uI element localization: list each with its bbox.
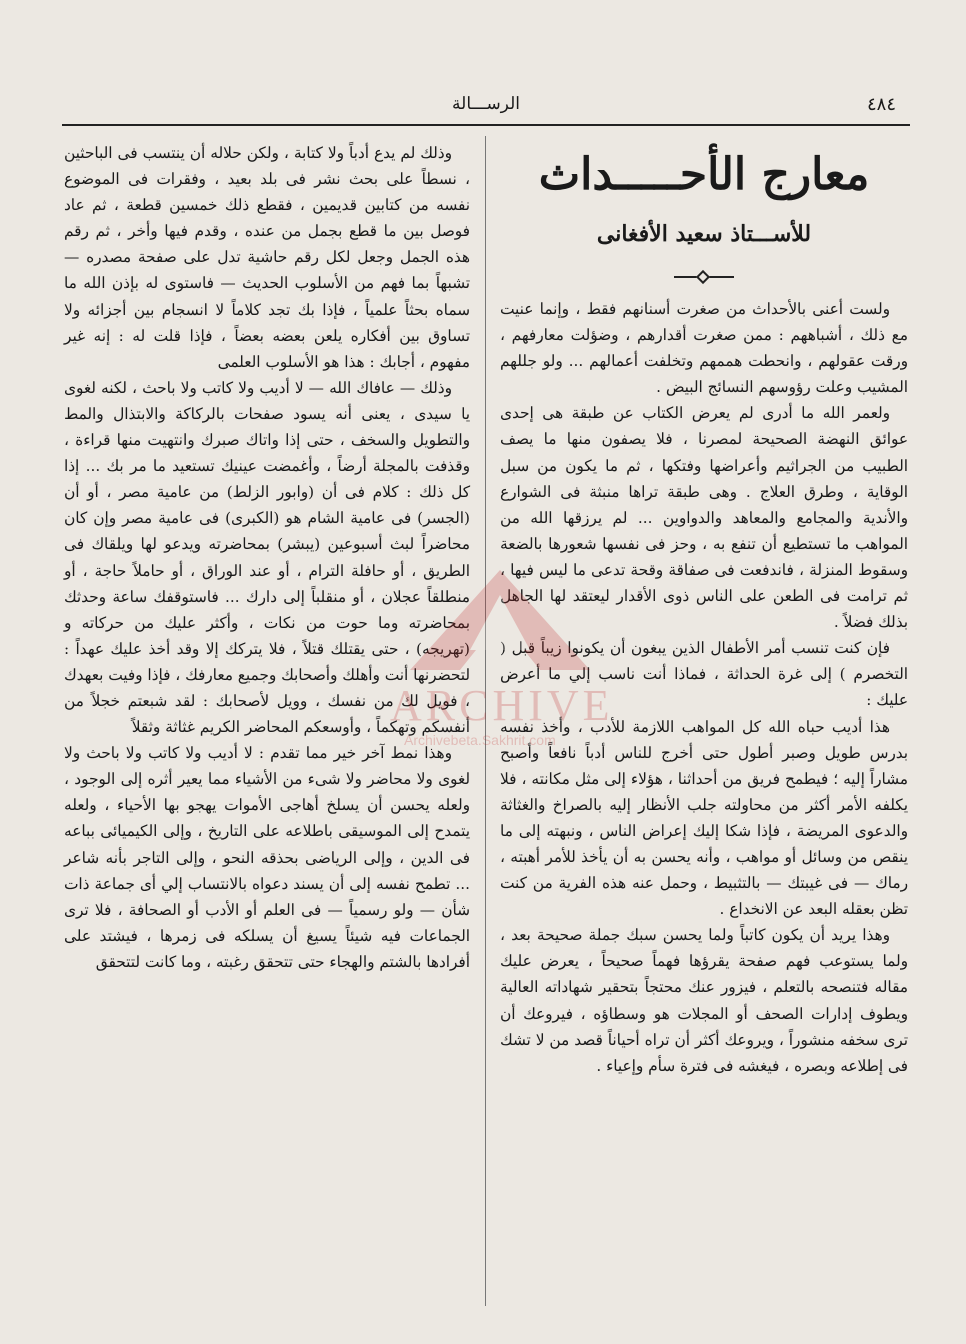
paragraph: وهذا نمط آخر خير مما تقدم : لا أديب ولا كاتب ولا باحث ولا لغوى ولا محاضر ولا شىء من الأشياء مما يعير أثره إلى الوجود ، ولعله يحسن أن يسلخ أهاجى الأموات يهجو بها الأحياء ، ولعله يتمدح إلى الموسيقى باطلاعه على التاريخ ، وإلى الكيميائى بباعه فى الدين ، وإلى الرياضى بحذقه النحو ، وإلى التاجر بأنه شاعر ... تطمح نفسه إلى أن يسند دعواه بالانتساب إلي أى جماعة ذات شأن — ولو رسمياً — فى العلم أو الأدب أو الصحافة ، فلا ترى الجماعات فيه شيئاً يسيغ أن يسلكه فى زمرها ، فيشتد على أفرادها بالشتم والهجاء حتى تتحقق رغبته ، وما كانت لتتحقق bbox=[64, 744, 470, 971]
paragraph: فإن كنت تنسب أمر الأطفال الذين يبغون أن يكونوا زيباً قبل ( التخصرم ) إلى غرة الحداثة ، فماذا أنت ناسب إلي ما أعرض عليك : bbox=[500, 639, 908, 710]
article-author: للأســـتاذ سعيد الأفغانى bbox=[596, 221, 812, 247]
magazine-name: الرســـالة bbox=[452, 94, 520, 114]
paragraph: ولعمر الله ما أدرى لم يعرض الكتاب عن طبقة هى إحدى عوائق النهضة الصحيحة لمصرنا ، فلا يصفون منها ما يصف الطبيب من الجراثيم وأعراضها وفتكها ، ثم ما يكون من سبل الوقاية ، وطرق العلاج . وهى طبقة تراها منبثة فى الشوارع والأندية والمجامع والمعاهد والدواوين ... لم يرزقها الله من المواهب ما تستطيع أن تنفع به ، وحز فى نفسها شعورها بالضعة وسقوط المنزلة ، فاندفعت فى صفاقة وقحة تدعى ما ليس فيها ، ثم ترامت فى الطعن على الناس ذوى الأقدار ليعتقد لها الجاهل بذلك فضلاً . bbox=[500, 404, 908, 632]
paragraph: وهذا يريد أن يكون كاتباً ولما يحسن سبك جملة صحيحة بعد ، ولما يستوعب فهم صفحة يقرؤها فهماً صحيحاً ، يعرض عليك مقاله فتنصحه بالتعلم ، فيزور عنك محتجاً بتحقير شهاداته العالية ويطوف إدارات الصحف أو المجلات هو وسطاؤه ، فيروعك أن ترى سخفه منشوراً ، ويروعك أكثر أن تراه أحياناً قصد من لا تشك فى إطلاعه وبصره ، فيغشه فى فترة سأم وإعياء . bbox=[500, 926, 908, 1075]
right-column bbox=[500, 296, 908, 1079]
watermark-label: ARCHIVE bbox=[390, 681, 614, 730]
article-title: معارج الأحـــــداث bbox=[538, 149, 870, 200]
page-header bbox=[62, 92, 910, 126]
paragraph: هذا أديب حباه الله كل المواهب اللازمة للأدب ، وأخذ نفسه بدرس طويل وصبر أطول حتى أخرج للناس أدباً نافعاً وأصبح مشاراً إليه ؛ فيطمح فريق من أحداثنا ، هؤلاء إلى مثل مكانته ، فلا يكلفه الأمر أكثر من محاولته جلب الأنظار إليه بالصراخ والغثاثة والدعوى المريضة ، فإذا شكا إليك إعراض الناس ، ونبهته إلى ما ينقص من وسائل أو مواهب ، وأنه يحسن به أن يأخذ للأمر أهبته ، رماك — فى غيبتك — بالتثبيط ، وحمل عنه هذه الفرية من كنت تظن بعقله البعد عن الانخداع . bbox=[500, 717, 908, 919]
page-number: ٤٨٤ bbox=[866, 94, 896, 115]
article-heading bbox=[500, 140, 908, 282]
watermark-url: Archivebeta.Sakhrit.com bbox=[404, 732, 556, 748]
paragraph: وذلك لم يدع أدباً ولا كتابة ، ولكن حلاله أن ينتسب فى الباحثين ، نسطاً على بحث نشر فى بلد بعيد ، وفقرات فى الموضوع نفسه من كتابين قديمين ، فقطع ذلك خمسين قطعة ، ثم عاد فوصل بين ما قطع بجمل من عنده ، وقدم فيها وأخر ، ثم رقم هذه الجمل وجعل لكل رقم حاشية تدل على صفحة مصدره — تشبهاً بما فهم من الأسلوب الحديث — فاستوى له بإذن الله ما سماه بحثاً علمياً ، فإذا بك تجد كلاماً لا انسجام بين أجزائه ولا تساوق بين أفكاره يلعن بعضه بعضاً ، فإذا قلت له : إنه غير مفهوم ، أجابك : هذا هو الأسلوب العلمى bbox=[64, 144, 470, 371]
column-divider bbox=[485, 136, 486, 1306]
ornament-divider-icon bbox=[674, 272, 734, 282]
left-column bbox=[64, 140, 470, 975]
paragraph: وذلك — عافاك الله — لا أديب ولا كاتب ولا باحث ، لكنه لغوى يا سيدى ، يعنى أنه يسود صفحات بالركاكة والابتذال والمط والتطويل والسخف ، حتى إذا واتاك صبرك وانتهيت منها قراءة ، وقذفت بالمجلة أرضاً ، وأغمضت عينيك تستعيد ما مر بك ... إذا كل ذلك : كلام فى أن (وابور الزلط) من عامية مصر ، أو أن (الجسر) فى عامية الشام هو (الكبرى) فى عامية مصر وإن كان محاضراً لبث أسبوعين (يبشر) بمحاضرته ويدعو لها ويلقاك فى الطريق ، أو حافلة الترام ، أو عند الوراق ، أو حاملاً حاجة ، أو منطلقاً عجلان ، أو منقلباً إلى دارك ... فاستوقفك ساعة وحدثك بمحاضرته وما حوت من نكات ، وأكثر عليك من حركاته و (تهريجه) ، حتى يقتلك قتلاً ، فلا يتركك إلا وقد أخذ عليك عهداً : لتحضرنها أنت وأهلك وأصحابك وجميع معارفك ، فإذا وفيت بعهدك ، فويل لك من نفسك ، وويل لأصحابك : لقد شبعتم خجلاً من أنفسكم وتهكماً ، وأوسعكم المحاضر الكريم غثاثة وثقلاً bbox=[64, 378, 470, 737]
paragraph: ولست أعنى بالأحداث من صغرت أسنانهم فقط ، وإنما عنيت مع ذلك ، أشباههم : ممن صغرت أقدارهم ، وضؤلت معارفهم ، ورقت عقولهم ، وانحطت هممهم وتخلفت أعمالهم ... ولو جللهم المشيب وعلت رؤوسهم النسائج البيض . bbox=[500, 300, 908, 397]
